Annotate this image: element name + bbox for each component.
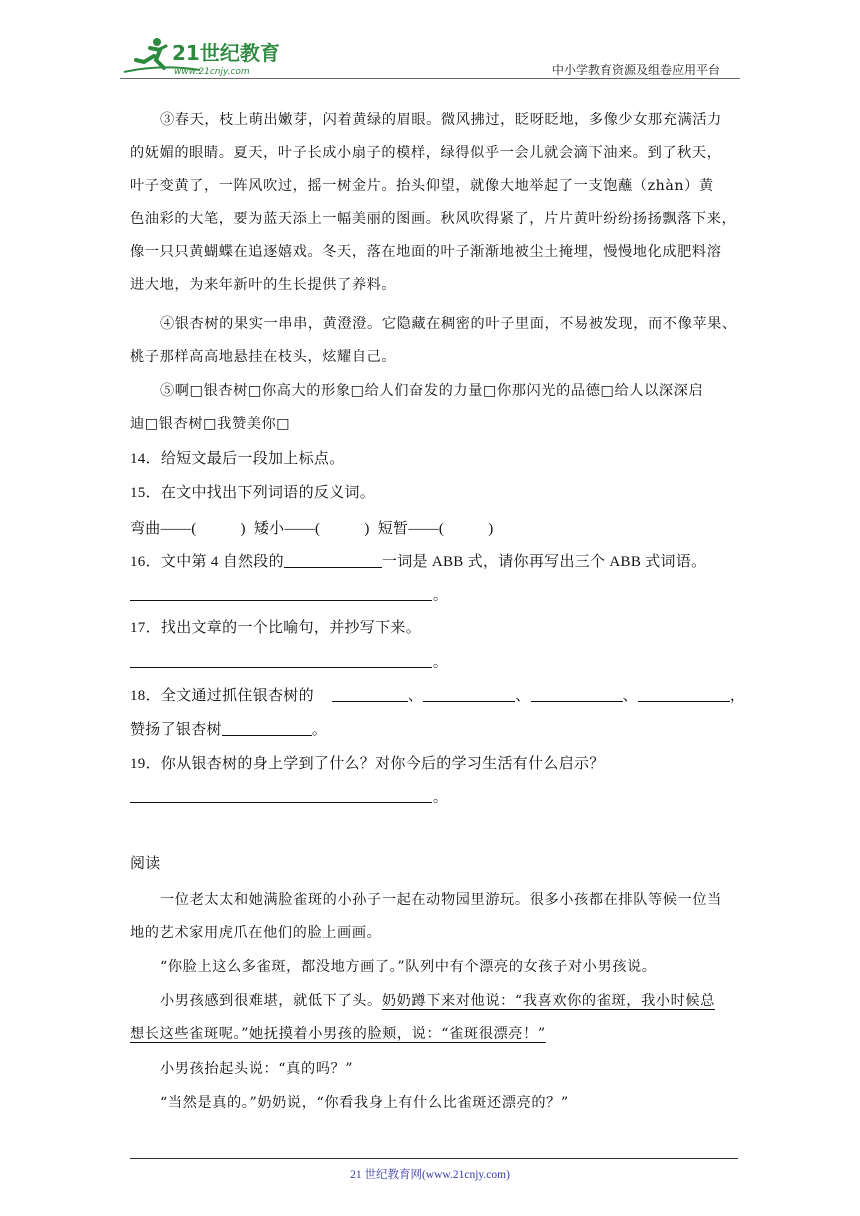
p3-line-4: 色油彩的大笔，要为蓝天添上一幅美丽的图画。秋风吹得紧了，片片黄叶纷纷扬扬飘落下来， (130, 211, 737, 227)
s2-line-6: 小男孩抬起头说：“真的吗？” (160, 1061, 354, 1077)
section-heading: 阅读 (130, 856, 161, 872)
answer-period-19: 。 (433, 790, 447, 806)
antonym-close-2: ) (364, 521, 370, 537)
platform-name: 中小学教育资源及组卷应用平台 (551, 63, 720, 77)
answer-blank-18-5[interactable] (222, 721, 312, 736)
question-19: 19．你从银杏树的身上学到了什么？对你今后的学习生活有什么启示？ (130, 756, 605, 772)
s2-line-1: 一位老太太和她满脸雀斑的小孙子一起在动物园里游玩。很多小孩都在排队等候一位当 (160, 892, 722, 908)
svg-text:21世纪教育: 21世纪教育 (172, 41, 280, 65)
p5-line-1: ⑤啊□银杏树□你高大的形象□给人们奋发的力量□你那闪光的品德□给人以深深启 (160, 383, 704, 399)
footer-divider (130, 1158, 738, 1159)
antonym-close-1: ) (240, 521, 246, 537)
answer-blank-18-4[interactable] (638, 687, 730, 702)
s2-line-4: 小男孩感到很难堪，就低下了头。奶奶蹲下来对他说：“我喜欢你的雀斑，我小时候总 (160, 993, 716, 1009)
page-header (120, 30, 740, 80)
page-footer[interactable]: 21 世纪教育网(www.21cnjy.com) (350, 1169, 510, 1181)
p5-line-2: 迪□银杏树□我赞美你□ (130, 416, 291, 432)
question-18: 18．全文通过抓住银杏树的 、 、 、 ， (130, 688, 746, 704)
answer-blank-18-3[interactable] (531, 687, 623, 702)
answer-period-17: 。 (433, 655, 447, 671)
answer-period-16: 。 (433, 588, 447, 604)
antonym-label-2: 矮小——( (253, 521, 321, 537)
question-16: 16．文中第 4 自然段的 一词是 ABB 式，请你再写出三个 ABB 式词语。 (130, 554, 707, 570)
s2-line-5 (130, 1018, 730, 1051)
answer-blank[interactable] (284, 553, 382, 568)
answer-line-17[interactable] (130, 667, 432, 668)
answer-line-16[interactable] (130, 600, 432, 601)
antonym-label-1: 弯曲——( (130, 521, 197, 537)
question-18-cont: 赞扬了银杏树 。 (130, 722, 328, 738)
p4-line-2: 桃子那样高高地悬挂在枝头，炫耀自己。 (130, 349, 397, 365)
header-divider (120, 78, 740, 79)
antonym-label-3: 短暂——( (377, 521, 445, 537)
p3-line-5: 像一只只黄蝴蝶在追逐嬉戏。冬天，落在地面的叶子渐渐地被尘土掩埋，慢慢地化成肥料溶 (130, 244, 722, 260)
question-14: 14．给短文最后一段加上标点。 (130, 451, 345, 467)
underlined-sentence: 奶奶蹲下来对他说：“我喜欢你的雀斑，我小时候总 (381, 993, 716, 1009)
p3-line-1: ③春天，枝上萌出嫩芽，闪着黄绿的眉眼。微风拂过，眨呀眨地，多像少女那充满活力 (160, 112, 722, 128)
question-15: 15．在文中找出下列词语的反义词。 (130, 485, 376, 501)
question-15-items (130, 513, 730, 546)
answer-blank-18-1[interactable] (332, 687, 408, 702)
p4-line-1: ④银杏树的果实一串串，黄澄澄。它隐藏在稠密的叶子里面，不易被发现，而不像苹果、 (160, 316, 737, 332)
site-logo (120, 34, 290, 78)
p3-line-6: 进大地，为来年新叶的生长提供了养料。 (130, 277, 397, 293)
svg-text:www.21cnjy.com: www.21cnjy.com (174, 67, 250, 77)
answer-blank-18-2[interactable] (423, 687, 515, 702)
question-17: 17．找出文章的一个比喻句，并抄写下来。 (130, 620, 422, 636)
s2-line-7: “当然是真的。”奶奶说，“你看我身上有什么比雀斑还漂亮的？” (160, 1095, 569, 1111)
antonym-close-3: ) (488, 521, 494, 537)
underlined-sentence-cont: 想长这些雀斑呢。”她抚摸着小男孩的脸颊，说：“雀斑很漂亮！” (130, 1026, 546, 1042)
p3-line-2: 的妩媚的眼睛。夏天，叶子长成小扇子的模样，绿得似乎一会儿就会滴下油来。到了秋天， (130, 145, 722, 161)
s2-line-2: 地的艺术家用虎爪在他们的脸上画画。 (130, 925, 382, 941)
answer-line-19[interactable] (130, 802, 432, 803)
s2-line-3: “你脸上这么多雀斑，都没地方画了。”队列中有个漂亮的女孩子对小男孩说。 (160, 959, 657, 975)
p3-line-3: 叶子变黄了，一阵风吹过，摇一树金片。抬头仰望，就像大地举起了一支饱蘸（zhàn）黄 (130, 178, 714, 194)
